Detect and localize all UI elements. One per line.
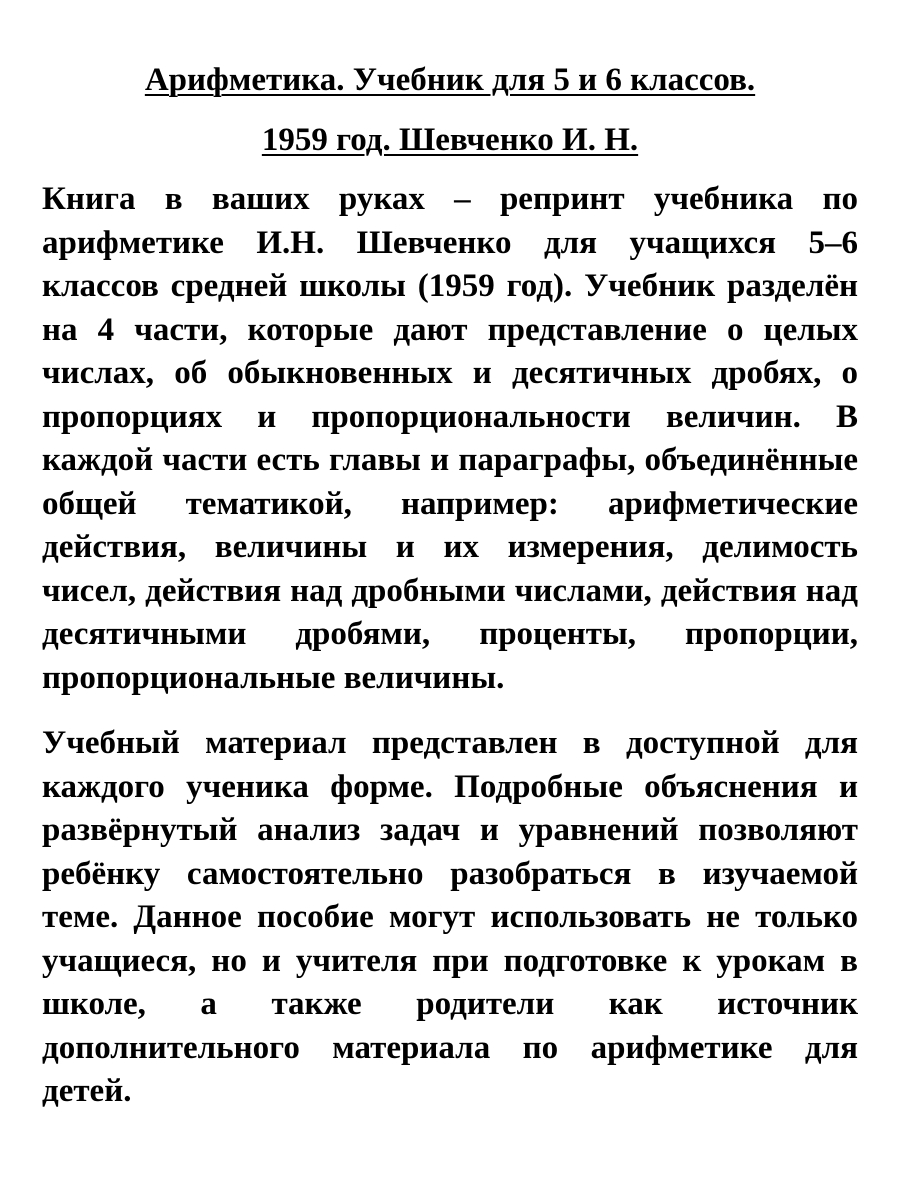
document-title-line-2: 1959 год. Шевченко И. Н.	[261, 122, 639, 158]
paragraph-book-description: Книга в ваших руках – репринт учебника по арифметике И.Н. Шевченко для учащихся 5–6 классов средней школы (1959 год). Учебник разделён на 4 части, которые дают представление о целых числах, об обыкновенных и десятичных дробях, о пропорциях и пропорциональности величин. В каждой части есть главы и параграфы, объединённые общей тематикой, например: арифметические действия, величины и их измерения, делимость чисел, действия над дробными числами, действия над десятичными дробями, проценты, пропорции, пропорциональные величины.	[42, 181, 858, 696]
document-page	[42, 60, 858, 1114]
paragraph-material-description: Учебный материал представлен в доступной для каждого ученика форме. Подробные объяснения и развёрнутый анализ задач и уравнений позволяют ребёнку самостоятельно разобраться в изучаемой теме. Данное пособие могут использовать не только учащиеся, но и учителя при подготовке к урокам в школе, а также родители как источник дополнительного материала по арифметике для детей.	[42, 725, 858, 1109]
document-title-line-1: Арифметика. Учебник для 5 и 6 классов.	[144, 62, 756, 98]
